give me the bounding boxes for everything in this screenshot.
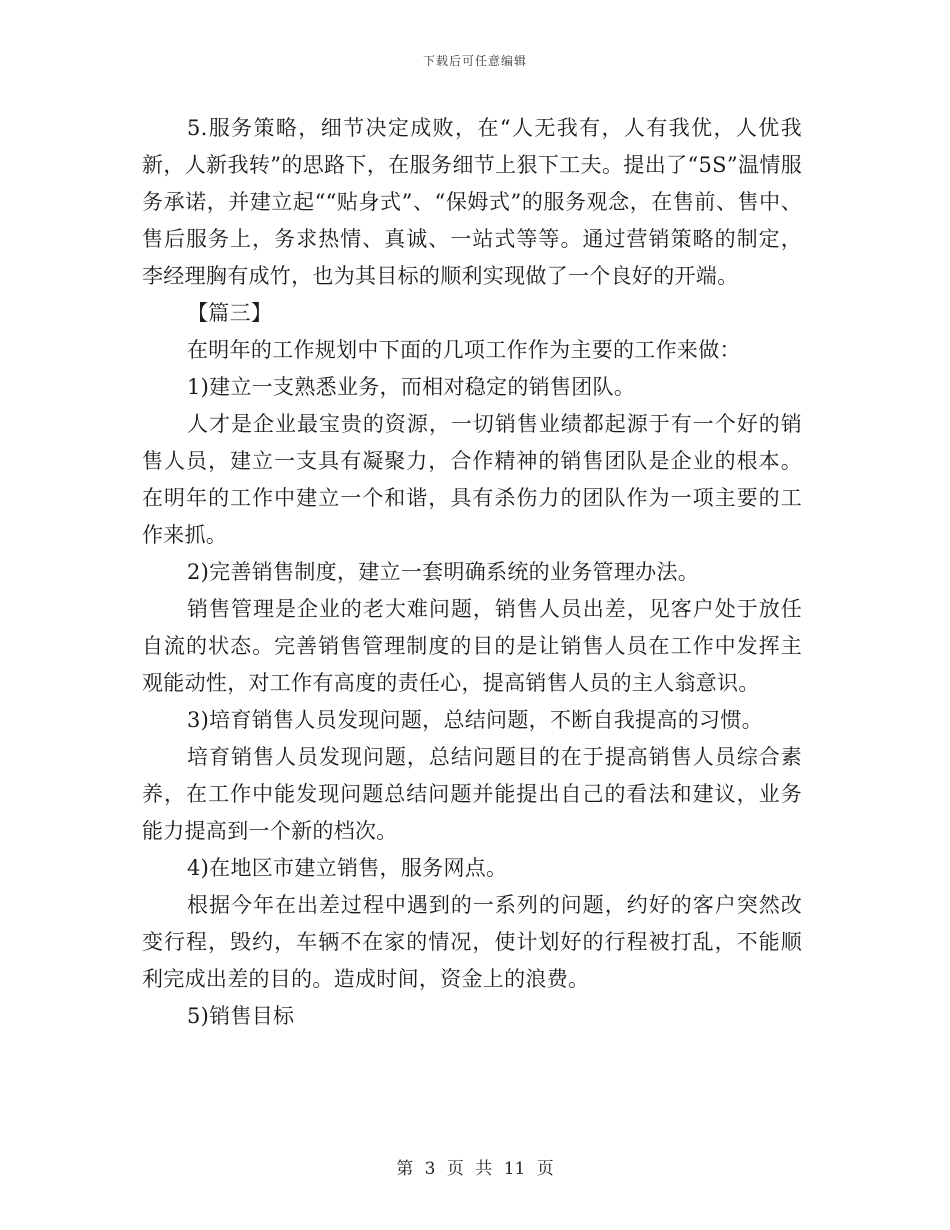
item-4-body: 根据今年在出差过程中遇到的一系列的问题，约好的客户突然改变行程，毁约，车辆不在家的情况，使计划好的行程被打乱，不能顺利完成出差的目的。造成时间，资金上的浪费。 xyxy=(142,893,802,991)
paragraph-plan-intro: 在明年的工作规划中下面的几项工作作为主要的工作来做： xyxy=(187,338,741,362)
paragraph-service-strategy: 5.服务策略，细节决定成败，在“人无我有，人有我优，人优我新，人新我转”的思路下，在服务细节上狠下工夫。提出了“5S”温情服务承诺，并建立起““贴身式”、“保姆式”的服务观念，在售前、售中、售后服务上，务求热情、真诚、一站式等等。通过营销策略的制定，李经理胸有成竹，也为其目标的顺利实现做了一个良好的开端。 xyxy=(142,116,802,288)
item-3-body: 培育销售人员发现问题，总结问题目的在于提高销售人员综合素养，在工作中能发现问题总结问题并能提出自己的看法和建议，业务能力提高到一个新的档次。 xyxy=(142,745,802,843)
item-3-heading: 3)培育销售人员发现问题，总结问题，不断自我提高的习惯。 xyxy=(187,708,763,732)
item-5-heading: 5)销售目标 xyxy=(187,1004,295,1028)
document-body xyxy=(142,110,802,1035)
item-4-heading: 4)在地区市建立销售，服务网点。 xyxy=(187,856,508,880)
page-footer: 第 3 页 共 11 页 xyxy=(396,1159,554,1179)
item-1-body: 人才是企业最宝贵的资源，一切销售业绩都起源于有一个好的销售人员，建立一支具有凝聚力，合作精神的销售团队是企业的根本。在明年的工作中建立一个和谐，具有杀伤力的团队作为一项主要的工作来抓。 xyxy=(142,412,802,547)
item-2-body: 销售管理是企业的老大难问题，销售人员出差，见客户处于放任自流的状态。完善销售管理制度的目的是让销售人员在工作中发挥主观能动性，对工作有高度的责任心，提高销售人员的主人翁意识。 xyxy=(142,597,802,695)
page-header: 下载后可任意编辑 xyxy=(422,54,527,68)
item-2-heading: 2)完善销售制度，建立一套明确系统的业务管理办法。 xyxy=(187,560,700,584)
section-heading-part-three: 【篇三】 xyxy=(187,301,273,325)
item-1-heading: 1)建立一支熟悉业务，而相对稳定的销售团队。 xyxy=(187,375,636,399)
